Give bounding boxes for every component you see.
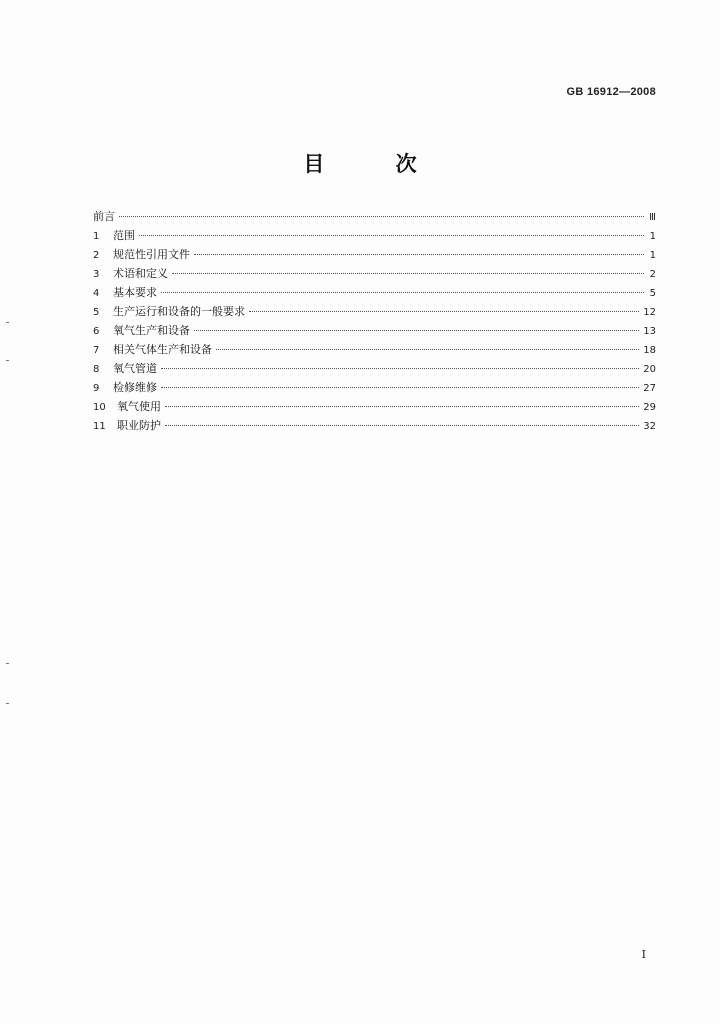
- toc-leader-dots: [165, 425, 639, 426]
- scan-artifact: [6, 360, 9, 361]
- toc-entry-title: 范围: [113, 229, 135, 242]
- toc-entry-number: 5: [93, 307, 100, 318]
- toc-leader-dots: [139, 235, 644, 236]
- page-title: 目 次: [303, 152, 449, 176]
- toc-entry-title: 相关气体生产和设备: [113, 343, 212, 356]
- toc-entry-10[interactable]: [93, 397, 656, 416]
- toc-leader-dots: [194, 330, 639, 331]
- toc-entry-number: 7: [93, 345, 100, 356]
- toc-entry-page: 29: [643, 402, 656, 413]
- toc-entry-page: 1: [649, 250, 656, 261]
- toc-entry-page: 13: [643, 326, 656, 337]
- toc-entry-page: 1: [649, 231, 656, 242]
- toc-entry-number: 4: [93, 288, 100, 299]
- page-number: I: [641, 948, 646, 961]
- toc-leader-dots: [165, 406, 639, 407]
- toc-entry-number: 8: [93, 364, 100, 375]
- toc-entry-4[interactable]: [93, 283, 656, 302]
- toc-entry-5[interactable]: [93, 302, 656, 321]
- scan-artifact: [6, 663, 9, 664]
- toc-leader-dots: [161, 387, 639, 388]
- toc-entry-preface[interactable]: [93, 207, 656, 226]
- toc-entry-title: 规范性引用文件: [113, 248, 190, 261]
- toc-entry-title: 术语和定义: [113, 267, 168, 280]
- toc-entry-7[interactable]: [93, 340, 656, 359]
- toc-leader-dots: [249, 311, 639, 312]
- toc-entry-page: 20: [643, 364, 656, 375]
- toc-entry-page: 2: [649, 269, 656, 280]
- toc-leader-dots: [161, 368, 639, 369]
- toc-entry-8[interactable]: [93, 359, 656, 378]
- toc-entry-title: 氧气使用: [117, 400, 161, 413]
- toc-leader-dots: [119, 216, 644, 217]
- toc-leader-dots: [194, 254, 644, 255]
- toc-leader-dots: [161, 292, 644, 293]
- toc-leader-dots: [216, 349, 639, 350]
- toc-entry-1[interactable]: [93, 226, 656, 245]
- toc-entry-number: 10: [93, 402, 106, 413]
- toc-entry-number: 6: [93, 326, 100, 337]
- toc-entry-2[interactable]: [93, 245, 656, 264]
- toc-leader-dots: [172, 273, 644, 274]
- toc-entry-6[interactable]: [93, 321, 656, 340]
- toc-entry-title: 生产运行和设备的一般要求: [113, 305, 245, 318]
- toc-entry-title: 氧气管道: [113, 362, 157, 375]
- toc-entry-title: 职业防护: [117, 419, 161, 432]
- table-of-contents: [93, 207, 656, 435]
- toc-entry-number: 11: [93, 421, 106, 432]
- toc-entry-title: 前言: [93, 210, 115, 223]
- toc-entry-9[interactable]: [93, 378, 656, 397]
- toc-entry-number: 1: [93, 231, 100, 242]
- scan-artifact: [6, 703, 9, 704]
- toc-entry-11[interactable]: [93, 416, 656, 435]
- standard-code: GB 16912—2008: [566, 86, 656, 98]
- toc-entry-page: 12: [643, 307, 656, 318]
- toc-entry-number: 2: [93, 250, 100, 261]
- toc-entry-title: 氧气生产和设备: [113, 324, 190, 337]
- toc-entry-page: Ⅲ: [649, 212, 656, 223]
- toc-entry-number: 9: [93, 383, 100, 394]
- toc-entry-number: 3: [93, 269, 100, 280]
- toc-entry-page: 27: [643, 383, 656, 394]
- toc-entry-title: 基本要求: [113, 286, 157, 299]
- toc-entry-page: 18: [643, 345, 656, 356]
- toc-entry-3[interactable]: [93, 264, 656, 283]
- toc-entry-page: 5: [649, 288, 656, 299]
- scan-artifact: [6, 322, 9, 323]
- toc-entry-page: 32: [643, 421, 656, 432]
- toc-entry-title: 检修维修: [113, 381, 157, 394]
